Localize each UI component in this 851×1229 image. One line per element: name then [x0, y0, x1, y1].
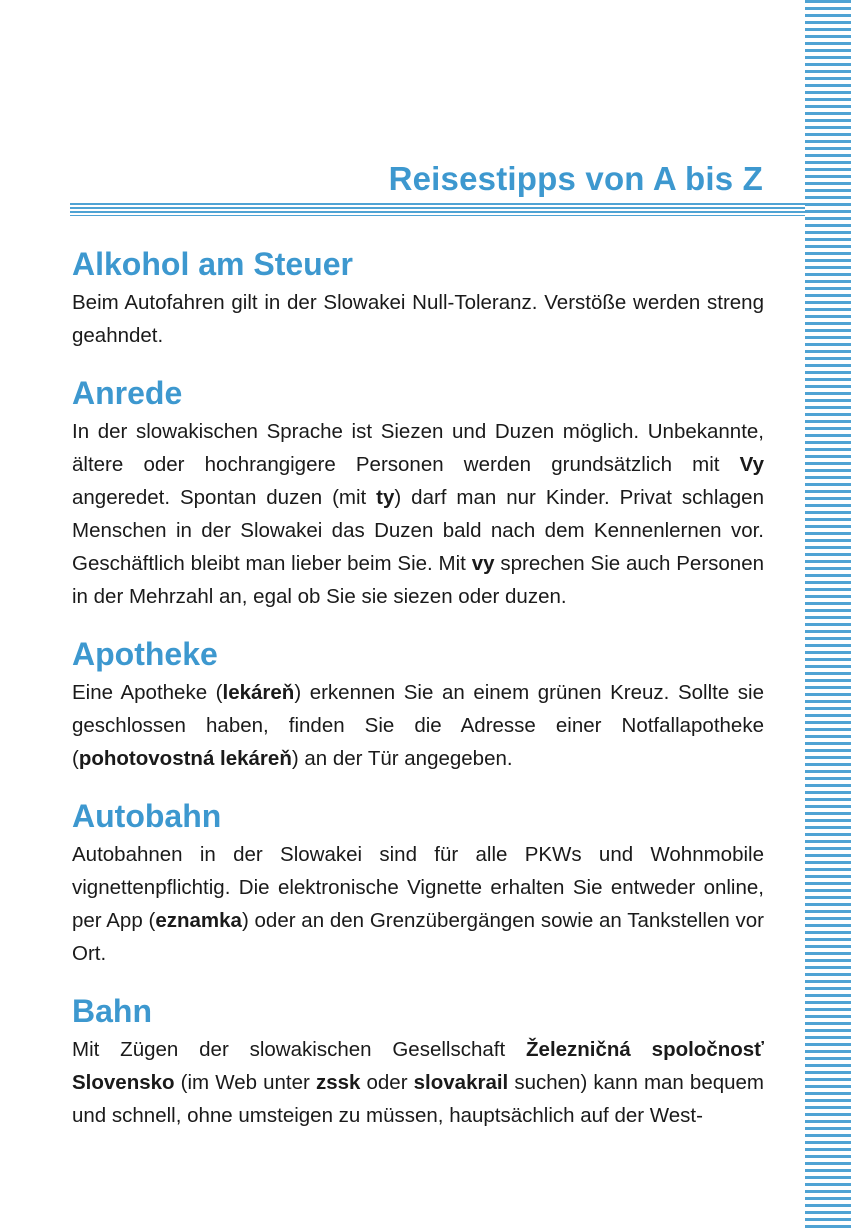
- entry-anrede: [72, 371, 764, 613]
- text-run: sprechen Sie auch Personen in der Mehrzahl an, egal ob Sie sie siezen oder duzen.: [72, 552, 765, 608]
- text-run: Mit Zügen der slowakischen Gesellschaft: [72, 1038, 527, 1061]
- text-run: ) erkennen Sie an einem grünen Kreuz. Sollte sie geschlossen haben, finden Sie die Adresse einer Notfallapotheke (: [72, 681, 764, 770]
- entry-autobahn: [72, 794, 764, 970]
- term-lekaren: lekáreň: [222, 681, 295, 704]
- entry-title: Bahn: [72, 993, 152, 1029]
- term-slovakrail: slovakrail: [413, 1071, 509, 1094]
- entry-title: Alkohol am Steuer: [72, 246, 353, 282]
- entry-text: [72, 838, 764, 970]
- text-run: Eine Apotheke (: [72, 681, 223, 704]
- term-ty: ty: [376, 486, 395, 509]
- entry-title: Anrede: [72, 375, 183, 411]
- entry-bahn: [72, 989, 764, 1132]
- text-run: oder: [360, 1071, 414, 1094]
- entry-text: [72, 415, 764, 613]
- entry-apotheke: [72, 632, 764, 775]
- term-eznamka: eznamka: [155, 909, 242, 932]
- text-run: suchen) kann man bequem und schnell, ohne umsteigen zu müssen, hauptsächlich auf der West-: [72, 1071, 765, 1127]
- term-vy: Vy: [739, 453, 764, 476]
- entries-list: [72, 242, 764, 1151]
- term-zssk: zssk: [315, 1071, 361, 1094]
- entry-alkohol: [72, 242, 764, 352]
- header-rule: [70, 203, 805, 216]
- entry-title: Autobahn: [72, 798, 222, 834]
- term-pohotovostna-lekaren: pohotovostná lekáreň: [78, 747, 292, 770]
- entry-text: [72, 1033, 764, 1132]
- text-run: ) an der Tür angegeben.: [291, 747, 513, 770]
- term-vy-lower: vy: [471, 552, 495, 575]
- chapter-title: Reisestipps von A bis Z: [388, 160, 763, 197]
- text-run: angeredet. Spontan duzen (mit: [72, 486, 377, 509]
- entry-text: [72, 676, 764, 775]
- entry-text: [72, 286, 764, 352]
- text-run: ) oder an den Grenzübergängen sowie an Tankstellen vor Ort.: [72, 909, 764, 965]
- side-stripe-decoration: [805, 0, 851, 1229]
- text-run: Autobahnen in der Slowakei sind für alle PKWs und Wohnmobile vignettenpflichtig. Die elektronische Vignette erhalten Sie entweder online, per App (: [72, 843, 764, 932]
- term-zssk-company: Železničná spoločnosť Slovensko: [72, 1038, 764, 1094]
- text-run: (im Web unter: [174, 1071, 316, 1094]
- text-run: In der slowakischen Sprache ist Siezen und Duzen möglich. Unbekannte, ältere oder hochrangigere Personen werden grundsätzlich mit: [72, 420, 764, 476]
- text-run: Beim Autofahren gilt in der Slowakei Null-Toleranz. Verstöße werden streng geahndet.: [72, 291, 764, 347]
- text-run: ) darf man nur Kinder. Privat schlagen Menschen in der Slowakei das Duzen bald nach dem Kennenlernen vor. Geschäftlich bleibt man lieber beim Sie. Mit: [72, 486, 764, 575]
- entry-title: Apotheke: [72, 636, 218, 672]
